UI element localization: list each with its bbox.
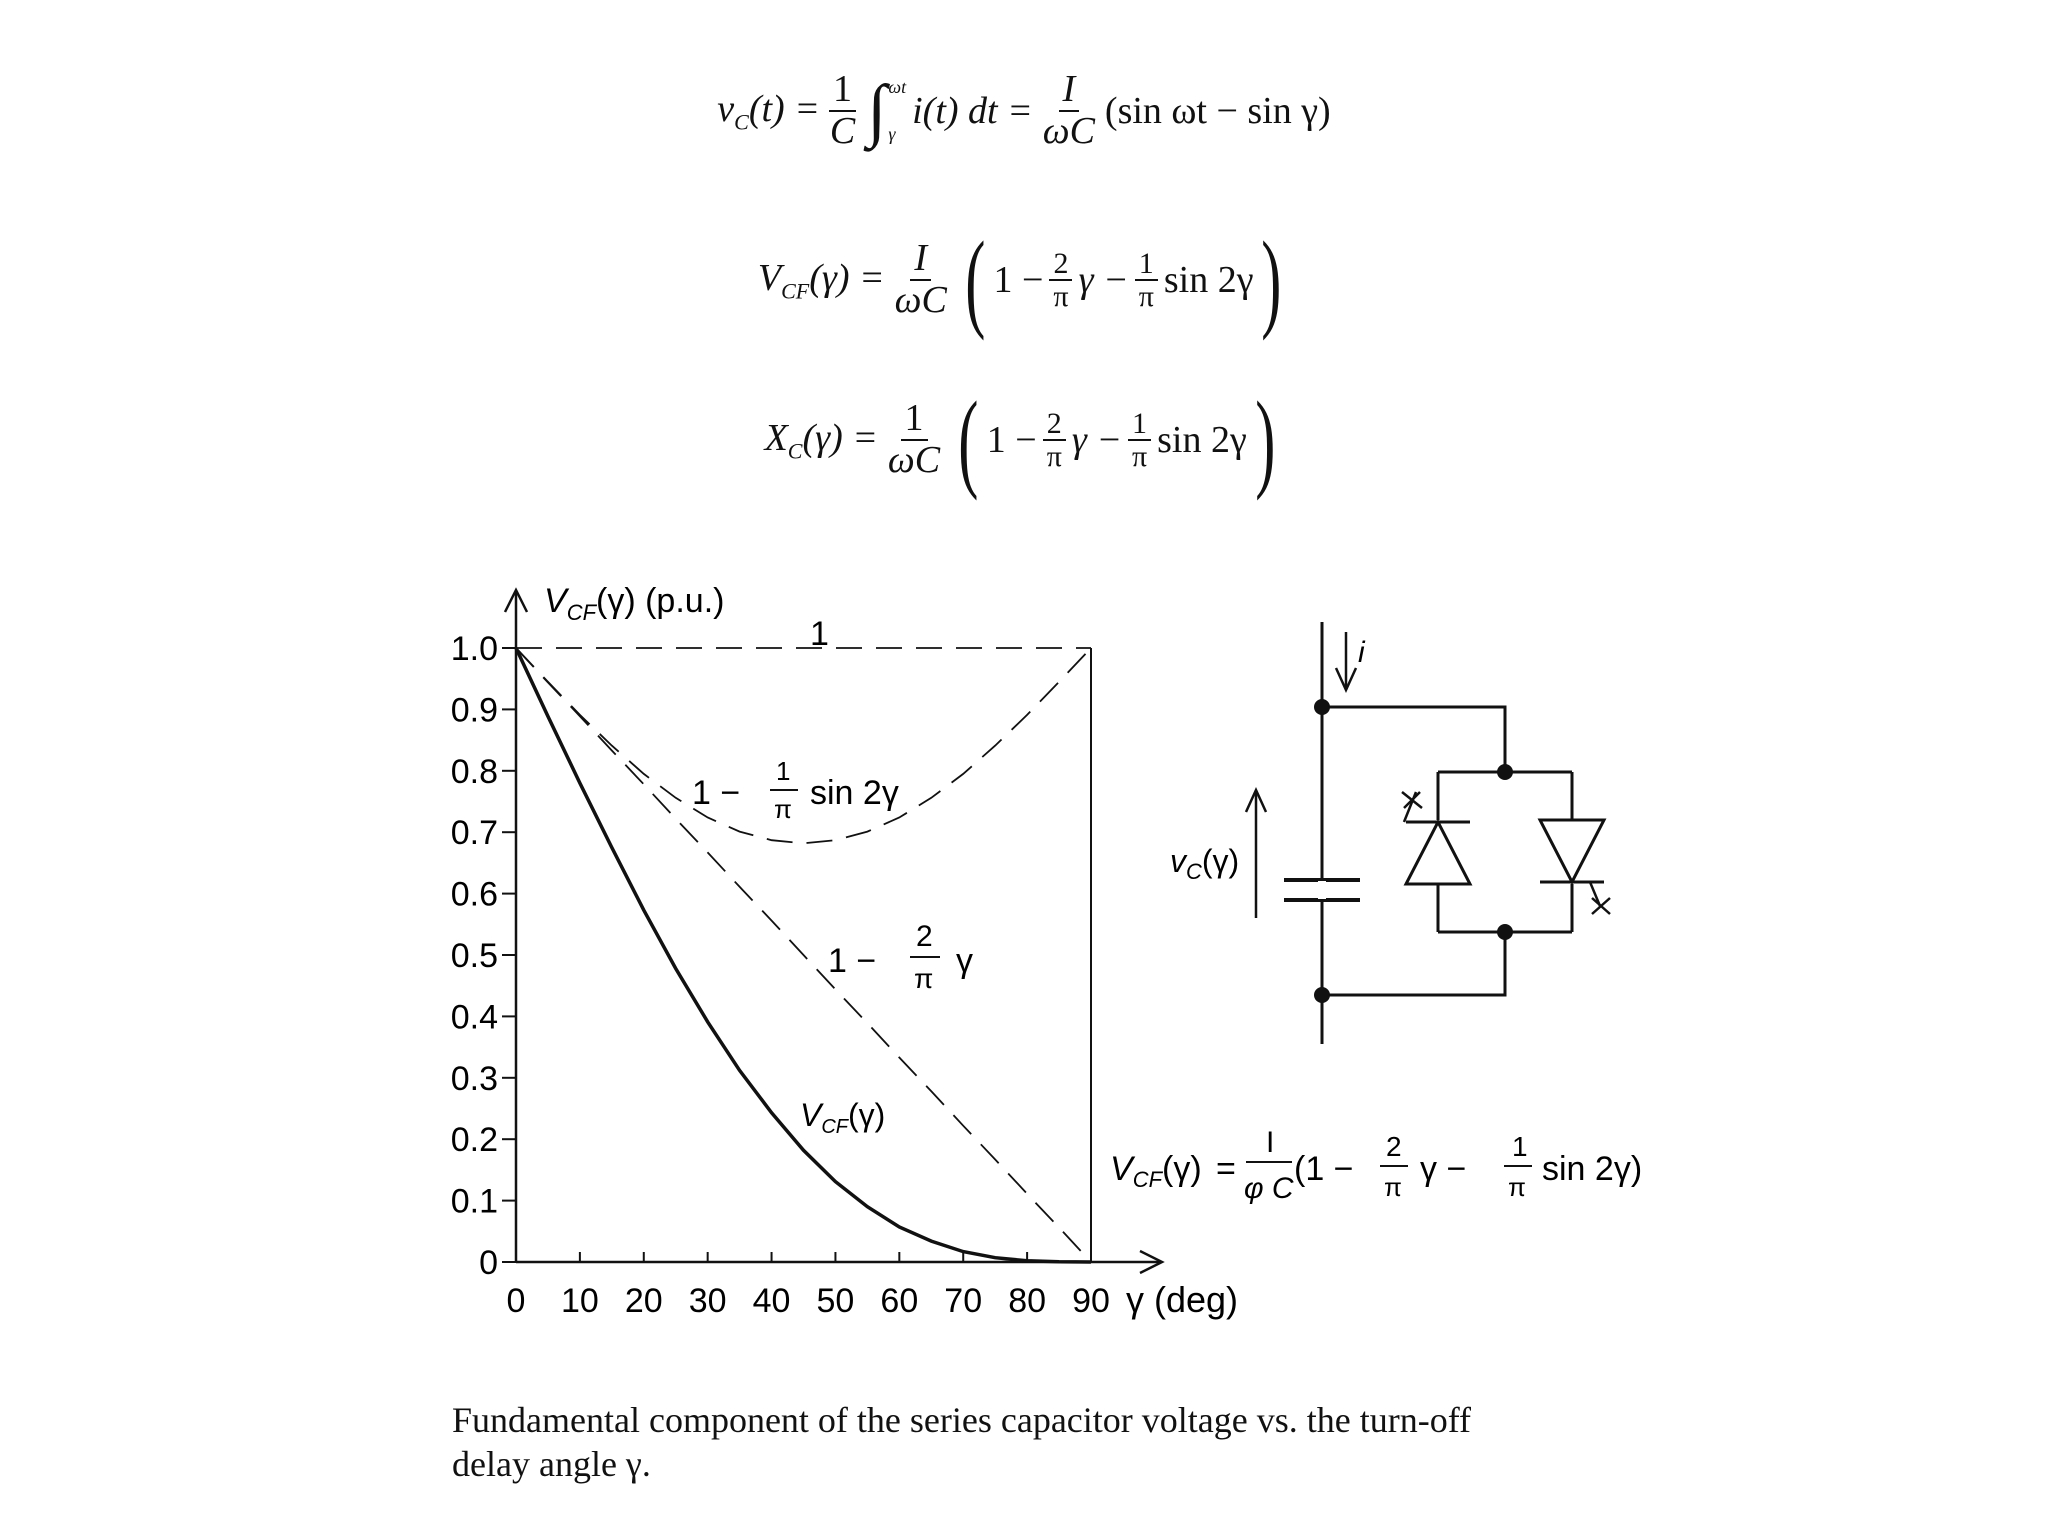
vcf-formula-annotation — [1110, 1126, 1642, 1205]
svg-text:I: I — [1266, 1126, 1275, 1159]
svg-text:=: = — [1216, 1150, 1236, 1188]
circuit-bottom-branch — [1322, 932, 1505, 995]
eq2-term-1: 1 − — [993, 259, 1044, 301]
eq2-fraction-2-over-pi: $\frac{2}{\pi}$ — [1049, 248, 1072, 313]
capacitor-voltage-label: $v_C(\gamma)$ — [1170, 843, 1240, 884]
svg-text:γ −: γ − — [1420, 1150, 1467, 1188]
x-tick-label: 40 — [752, 1282, 791, 1320]
eq1-fraction-1-over-c: $\frac{1}{C}$ — [829, 68, 856, 152]
label-sin-curve — [692, 756, 899, 824]
x-tick-label: 80 — [1008, 1282, 1047, 1320]
series-layer — [516, 648, 1091, 1262]
y-tick-label: 0.1 — [450, 1182, 498, 1221]
y-tick-label: 0.9 — [450, 691, 498, 730]
label-vcf-curve: $V_{CF}(\gamma)$ — [800, 1097, 886, 1138]
eq3-term-1: 1 − — [986, 419, 1037, 461]
y-tick-label: 0.4 — [450, 998, 498, 1037]
eq1-rhs: (sin ωt − sin γ) — [1104, 89, 1331, 132]
equation-capacitor-reactance: $X_C(\gamma)$ = $\frac{1}{\omega C}$ ( 1 − $\frac{2}{\pi}$ γ − $\frac{1}{\pi}$ sin 2γ ) — [764, 379, 1276, 501]
svg-text:1 −: 1 − — [828, 942, 877, 980]
eq2-fraction-i-over-wc: $\frac{I}{\omega C}$ — [894, 237, 947, 321]
label-const-curve: 1 — [810, 615, 829, 653]
x-tick-label: 60 — [880, 1282, 919, 1320]
svg-text:sin 2γ: sin 2γ — [810, 774, 899, 812]
figure-caption — [452, 1398, 1692, 1486]
svg-text:2: 2 — [916, 920, 933, 953]
y-tick-label: 0.3 — [450, 1059, 498, 1098]
tcsc-circuit-diagram — [1246, 622, 1610, 1044]
current-label: i — [1358, 636, 1365, 669]
circuit-top-branch — [1322, 707, 1505, 772]
svg-text:sin 2γ): sin 2γ) — [1542, 1150, 1643, 1188]
x-tick-label: 0 — [506, 1282, 526, 1320]
junction-dot-icon — [1314, 987, 1330, 1003]
svg-text:π: π — [1384, 1172, 1402, 1202]
thyristor-icon — [1540, 820, 1610, 914]
eq3-lhs: $X_C(\gamma)$ = — [764, 416, 878, 464]
y-tick-label: 0.6 — [450, 875, 498, 914]
caption-line-2: delay angle γ. — [452, 1444, 651, 1484]
label-linear-curve — [828, 920, 973, 994]
eq2-lhs: $V_{CF}(\gamma)$ = — [757, 256, 885, 304]
x-tick-label: 20 — [624, 1282, 663, 1320]
x-axis-label: γ (deg) — [1126, 1279, 1239, 1320]
svg-text:φ C: φ C — [1244, 1172, 1294, 1205]
svg-text:VCF(γ): $V_{CF}(\gamma)$ — [1110, 1150, 1202, 1192]
y-tick-label: 0.7 — [450, 814, 498, 853]
junction-dot-icon — [1497, 924, 1513, 940]
chart-axes — [505, 590, 1162, 1273]
eq3-fraction-1-over-wc: $\frac{1}{\omega C}$ — [887, 397, 941, 481]
y-tick-label: 0 — [479, 1244, 498, 1282]
thyristor-icon — [1402, 792, 1470, 884]
svg-text:γ: γ — [956, 942, 973, 980]
eq1-fraction-i-over-wc: $\frac{I}{\omega C}$ — [1042, 68, 1095, 152]
eq1-integrand: i(t) dt = — [912, 89, 1033, 132]
junction-dot-icon — [1497, 764, 1513, 780]
eq3-term-3: sin 2γ — [1157, 419, 1247, 461]
svg-text:1: 1 — [1512, 1131, 1528, 1162]
integral-sign-icon: ∫ — [867, 71, 887, 149]
y-ticks — [451, 630, 516, 1282]
y-tick-label: 0.8 — [450, 752, 498, 791]
eq3-fraction-2-over-pi: $\frac{2}{\pi}$ — [1043, 408, 1066, 473]
x-tick-label: 90 — [1072, 1282, 1110, 1320]
svg-text:(1 −: (1 − — [1294, 1150, 1354, 1188]
eq1-lhs: $v_C(t)$ = — [717, 87, 820, 135]
equation-fundamental-voltage: $V_{CF}(\gamma)$ = $\frac{I}{\omega C}$ ( 1 − $\frac{2}{\pi}$ γ − $\frac{1}{\pi}$ sin 2γ ) — [757, 219, 1282, 341]
svg-text:π: π — [914, 963, 934, 994]
y-tick-label: 0.5 — [450, 937, 498, 975]
caption-line-1: Fundamental component of the series capacitor voltage vs. the turn-off — [452, 1400, 1472, 1440]
svg-text:1 −: 1 − — [692, 774, 741, 812]
svg-text:1: 1 — [776, 756, 791, 786]
series-line-lin — [516, 648, 1091, 1262]
eq2-term-3: sin 2γ — [1163, 259, 1254, 301]
svg-text:2: 2 — [1386, 1131, 1402, 1162]
junction-dot-icon — [1314, 699, 1330, 715]
y-axis-label: $V_{CF}(\gamma)$ (p.u.) — [544, 582, 725, 625]
x-tick-label: 70 — [944, 1282, 983, 1320]
eq3-term-2: γ − — [1071, 419, 1122, 461]
x-tick-label: 10 — [560, 1282, 599, 1320]
y-tick-label: 0.2 — [450, 1121, 498, 1160]
y-tick-label: 1.0 — [450, 630, 498, 668]
eq3-fraction-1-over-pi: $\frac{1}{\pi}$ — [1128, 408, 1151, 473]
eq2-term-2: γ − — [1078, 259, 1129, 301]
eq2-fraction-1-over-pi: $\frac{1}{\pi}$ — [1135, 248, 1158, 313]
x-tick-label: 30 — [688, 1282, 727, 1320]
series-line-sin — [516, 648, 1091, 843]
eq1-integral-limits: ωt γ — [888, 76, 907, 144]
svg-text:π: π — [1508, 1172, 1526, 1202]
svg-text:π: π — [774, 794, 792, 824]
x-tick-label: 50 — [816, 1282, 855, 1320]
